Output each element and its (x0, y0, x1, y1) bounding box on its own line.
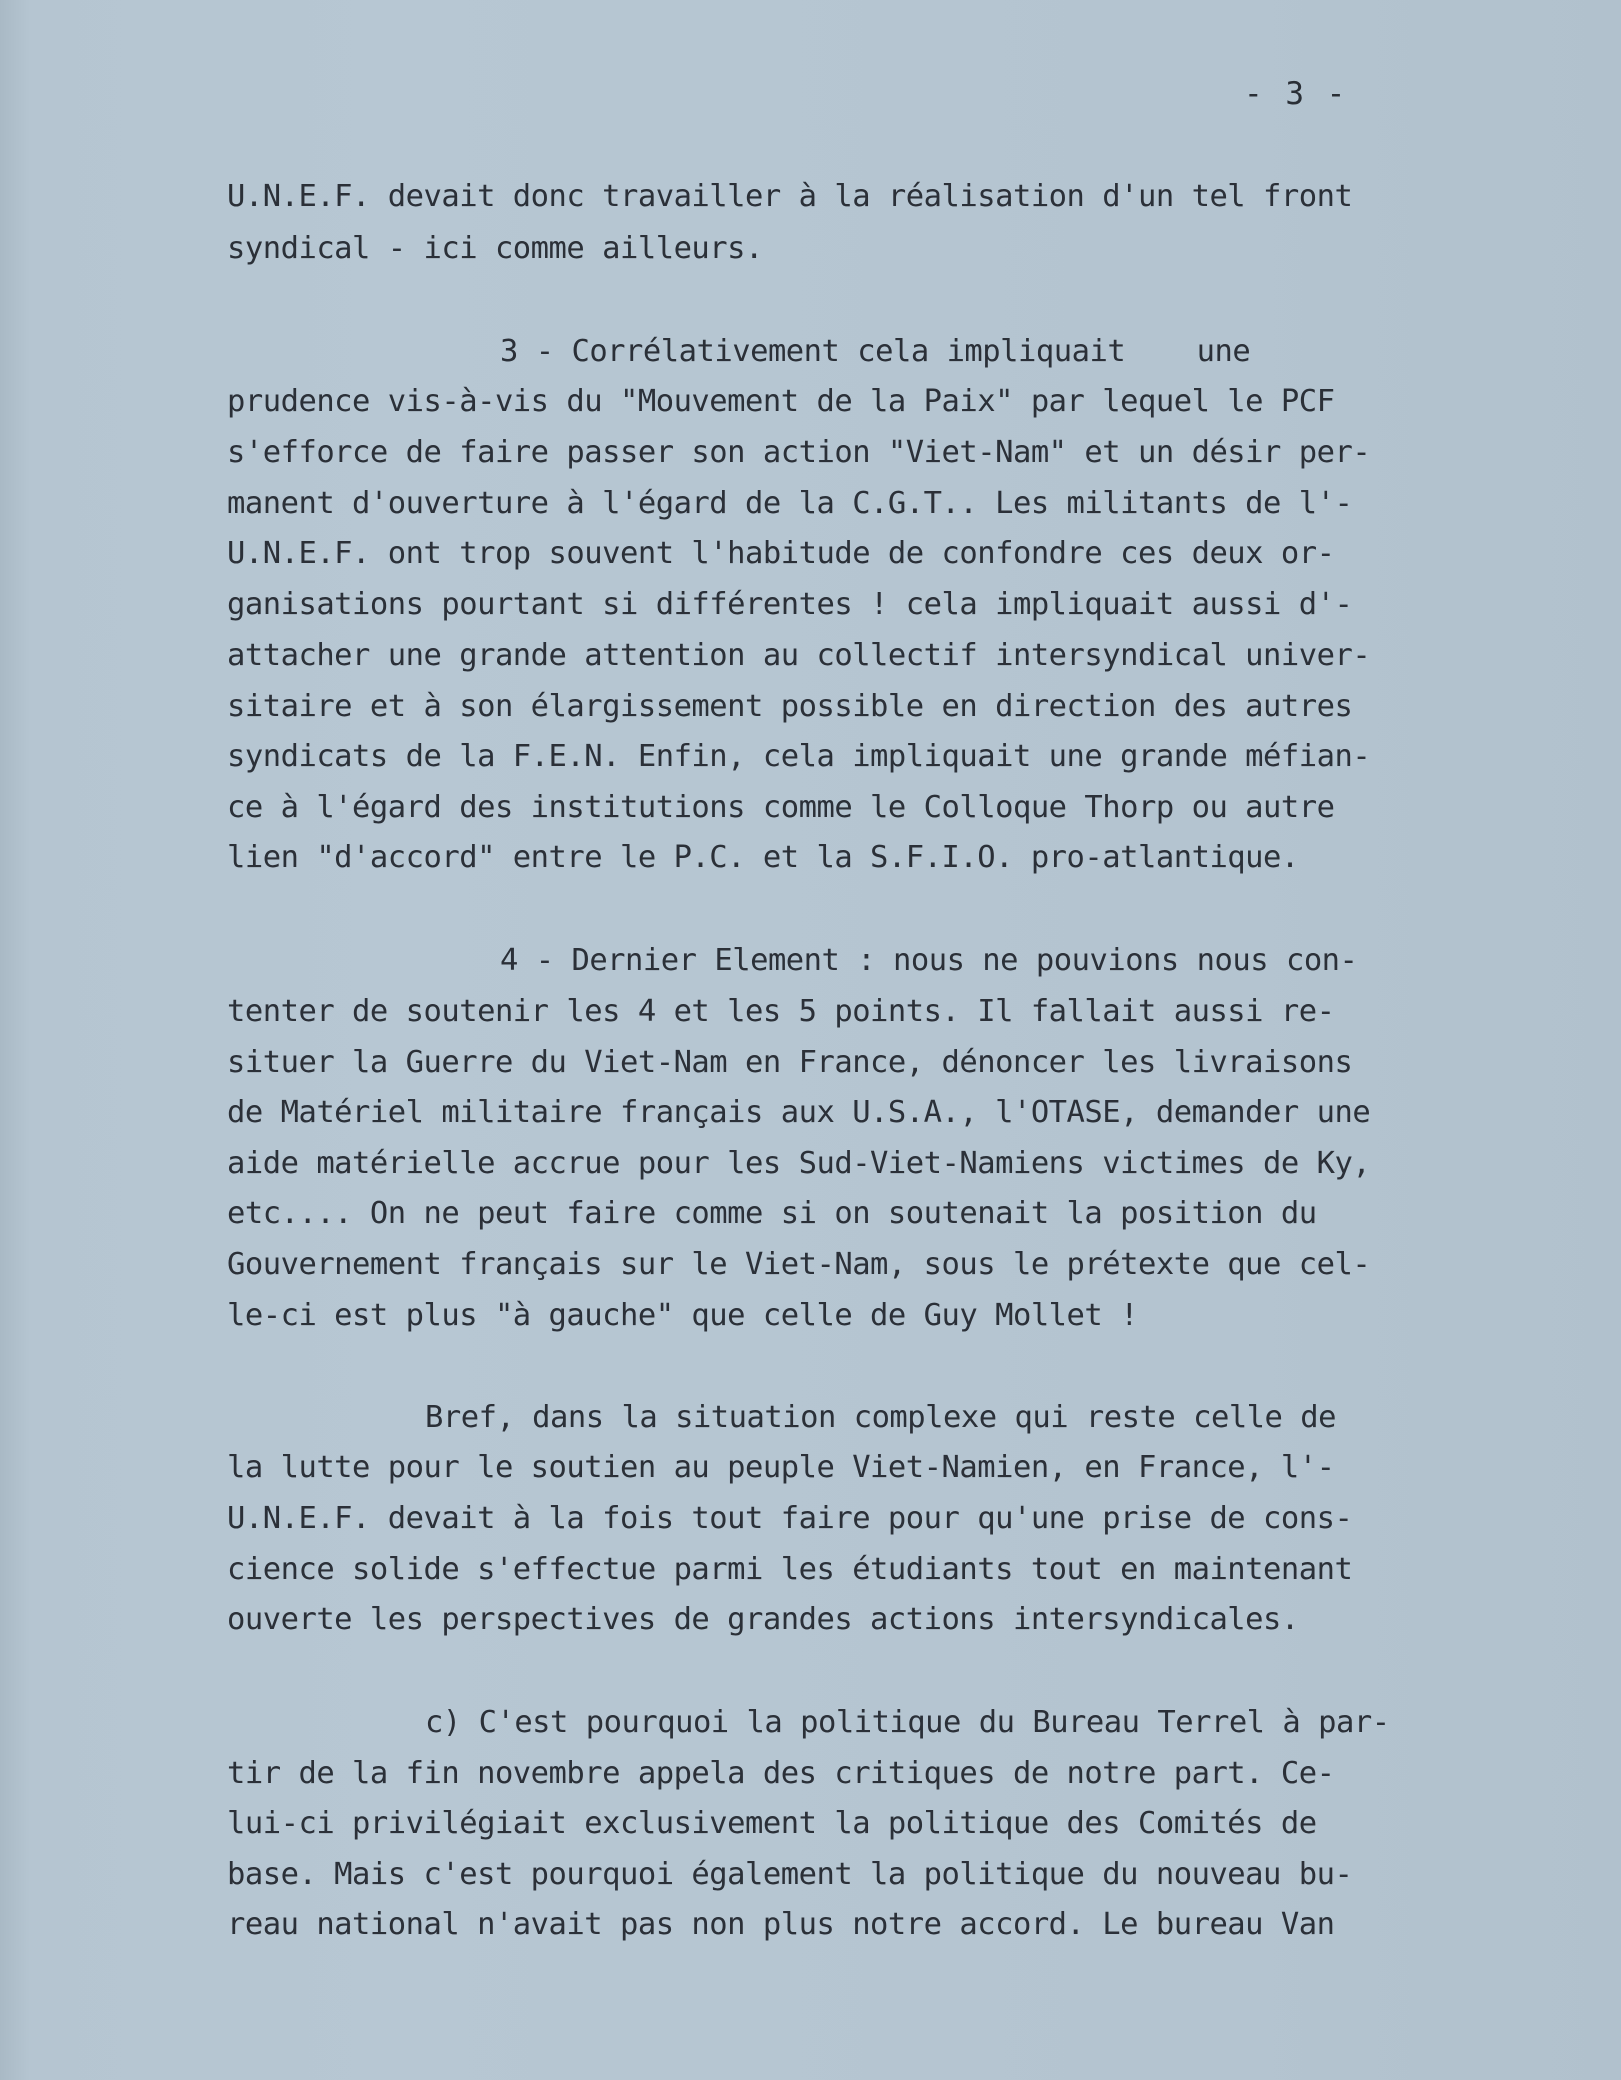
text-line: ce à l'égard des institutions comme le Colloque Thorp ou autre (227, 790, 1335, 825)
text-line: ouverte les perspectives de grandes actions intersyndicales. (227, 1602, 1299, 1637)
text-line: Gouvernement français sur le Viet-Nam, sous le prétexte que cel- (227, 1247, 1371, 1282)
text-line: 3 - Corrélativement cela impliquait une (500, 334, 1251, 369)
text-line: U.N.E.F. devait à la fois tout faire pour qu'une prise de cons- (227, 1501, 1353, 1536)
text-line: de Matériel militaire français aux U.S.A., l'OTASE, demander une (227, 1095, 1371, 1130)
text-line: tenter de soutenir les 4 et les 5 points. Il fallait aussi re- (227, 994, 1335, 1029)
text-line: aide matérielle accrue pour les Sud-Viet-Namiens victimes de Ky, (227, 1146, 1371, 1181)
text-line: 4 - Dernier Element : nous ne pouvions nous con- (500, 943, 1358, 978)
text-line: reau national n'avait pas non plus notre accord. Le bureau Van (227, 1907, 1335, 1942)
text-line: c) C'est pourquoi la politique du Bureau Terrel à par- (425, 1705, 1390, 1740)
text-line: le-ci est plus "à gauche" que celle de Guy Mollet ! (227, 1298, 1138, 1333)
text-line: la lutte pour le soutien au peuple Viet-Namien, en France, l'- (227, 1450, 1335, 1485)
page-number: - 3 - (1244, 76, 1348, 112)
text-line: etc.... On ne peut faire comme si on soutenait la position du (227, 1196, 1317, 1231)
text-line: attacher une grande attention au collectif intersyndical univer- (227, 638, 1371, 673)
text-line: cience solide s'effectue parmi les étudiants tout en maintenant (227, 1552, 1353, 1587)
text-line: U.N.E.F. ont trop souvent l'habitude de confondre ces deux or- (227, 536, 1335, 571)
text-line: lien "d'accord" entre le P.C. et la S.F.I.O. pro-atlantique. (227, 840, 1299, 875)
text-line: Bref, dans la situation complexe qui reste celle de (425, 1400, 1336, 1435)
text-line: base. Mais c'est pourquoi également la politique du nouveau bu- (227, 1857, 1353, 1892)
text-line: prudence vis-à-vis du "Mouvement de la Paix" par lequel le PCF (227, 384, 1335, 419)
text-line: lui-ci privilégiait exclusivement la politique des Comités de (227, 1806, 1317, 1841)
text-line: syndical - ici comme ailleurs. (227, 231, 763, 266)
text-line: syndicats de la F.E.N. Enfin, cela impliquait une grande méfian- (227, 739, 1371, 774)
text-line: sitaire et à son élargissement possible en direction des autres (227, 689, 1353, 724)
text-line: U.N.E.F. devait donc travailler à la réalisation d'un tel front (227, 179, 1353, 214)
text-line: tir de la fin novembre appela des critiques de notre part. Ce- (227, 1756, 1335, 1791)
text-line: ganisations pourtant si différentes ! cela impliquait aussi d'- (227, 587, 1353, 622)
text-line: s'efforce de faire passer son action "Viet-Nam" et un désir per- (227, 435, 1371, 470)
text-line: situer la Guerre du Viet-Nam en France, dénoncer les livraisons (227, 1045, 1353, 1080)
text-line: manent d'ouverture à l'égard de la C.G.T.. Les militants de l'- (227, 486, 1353, 521)
